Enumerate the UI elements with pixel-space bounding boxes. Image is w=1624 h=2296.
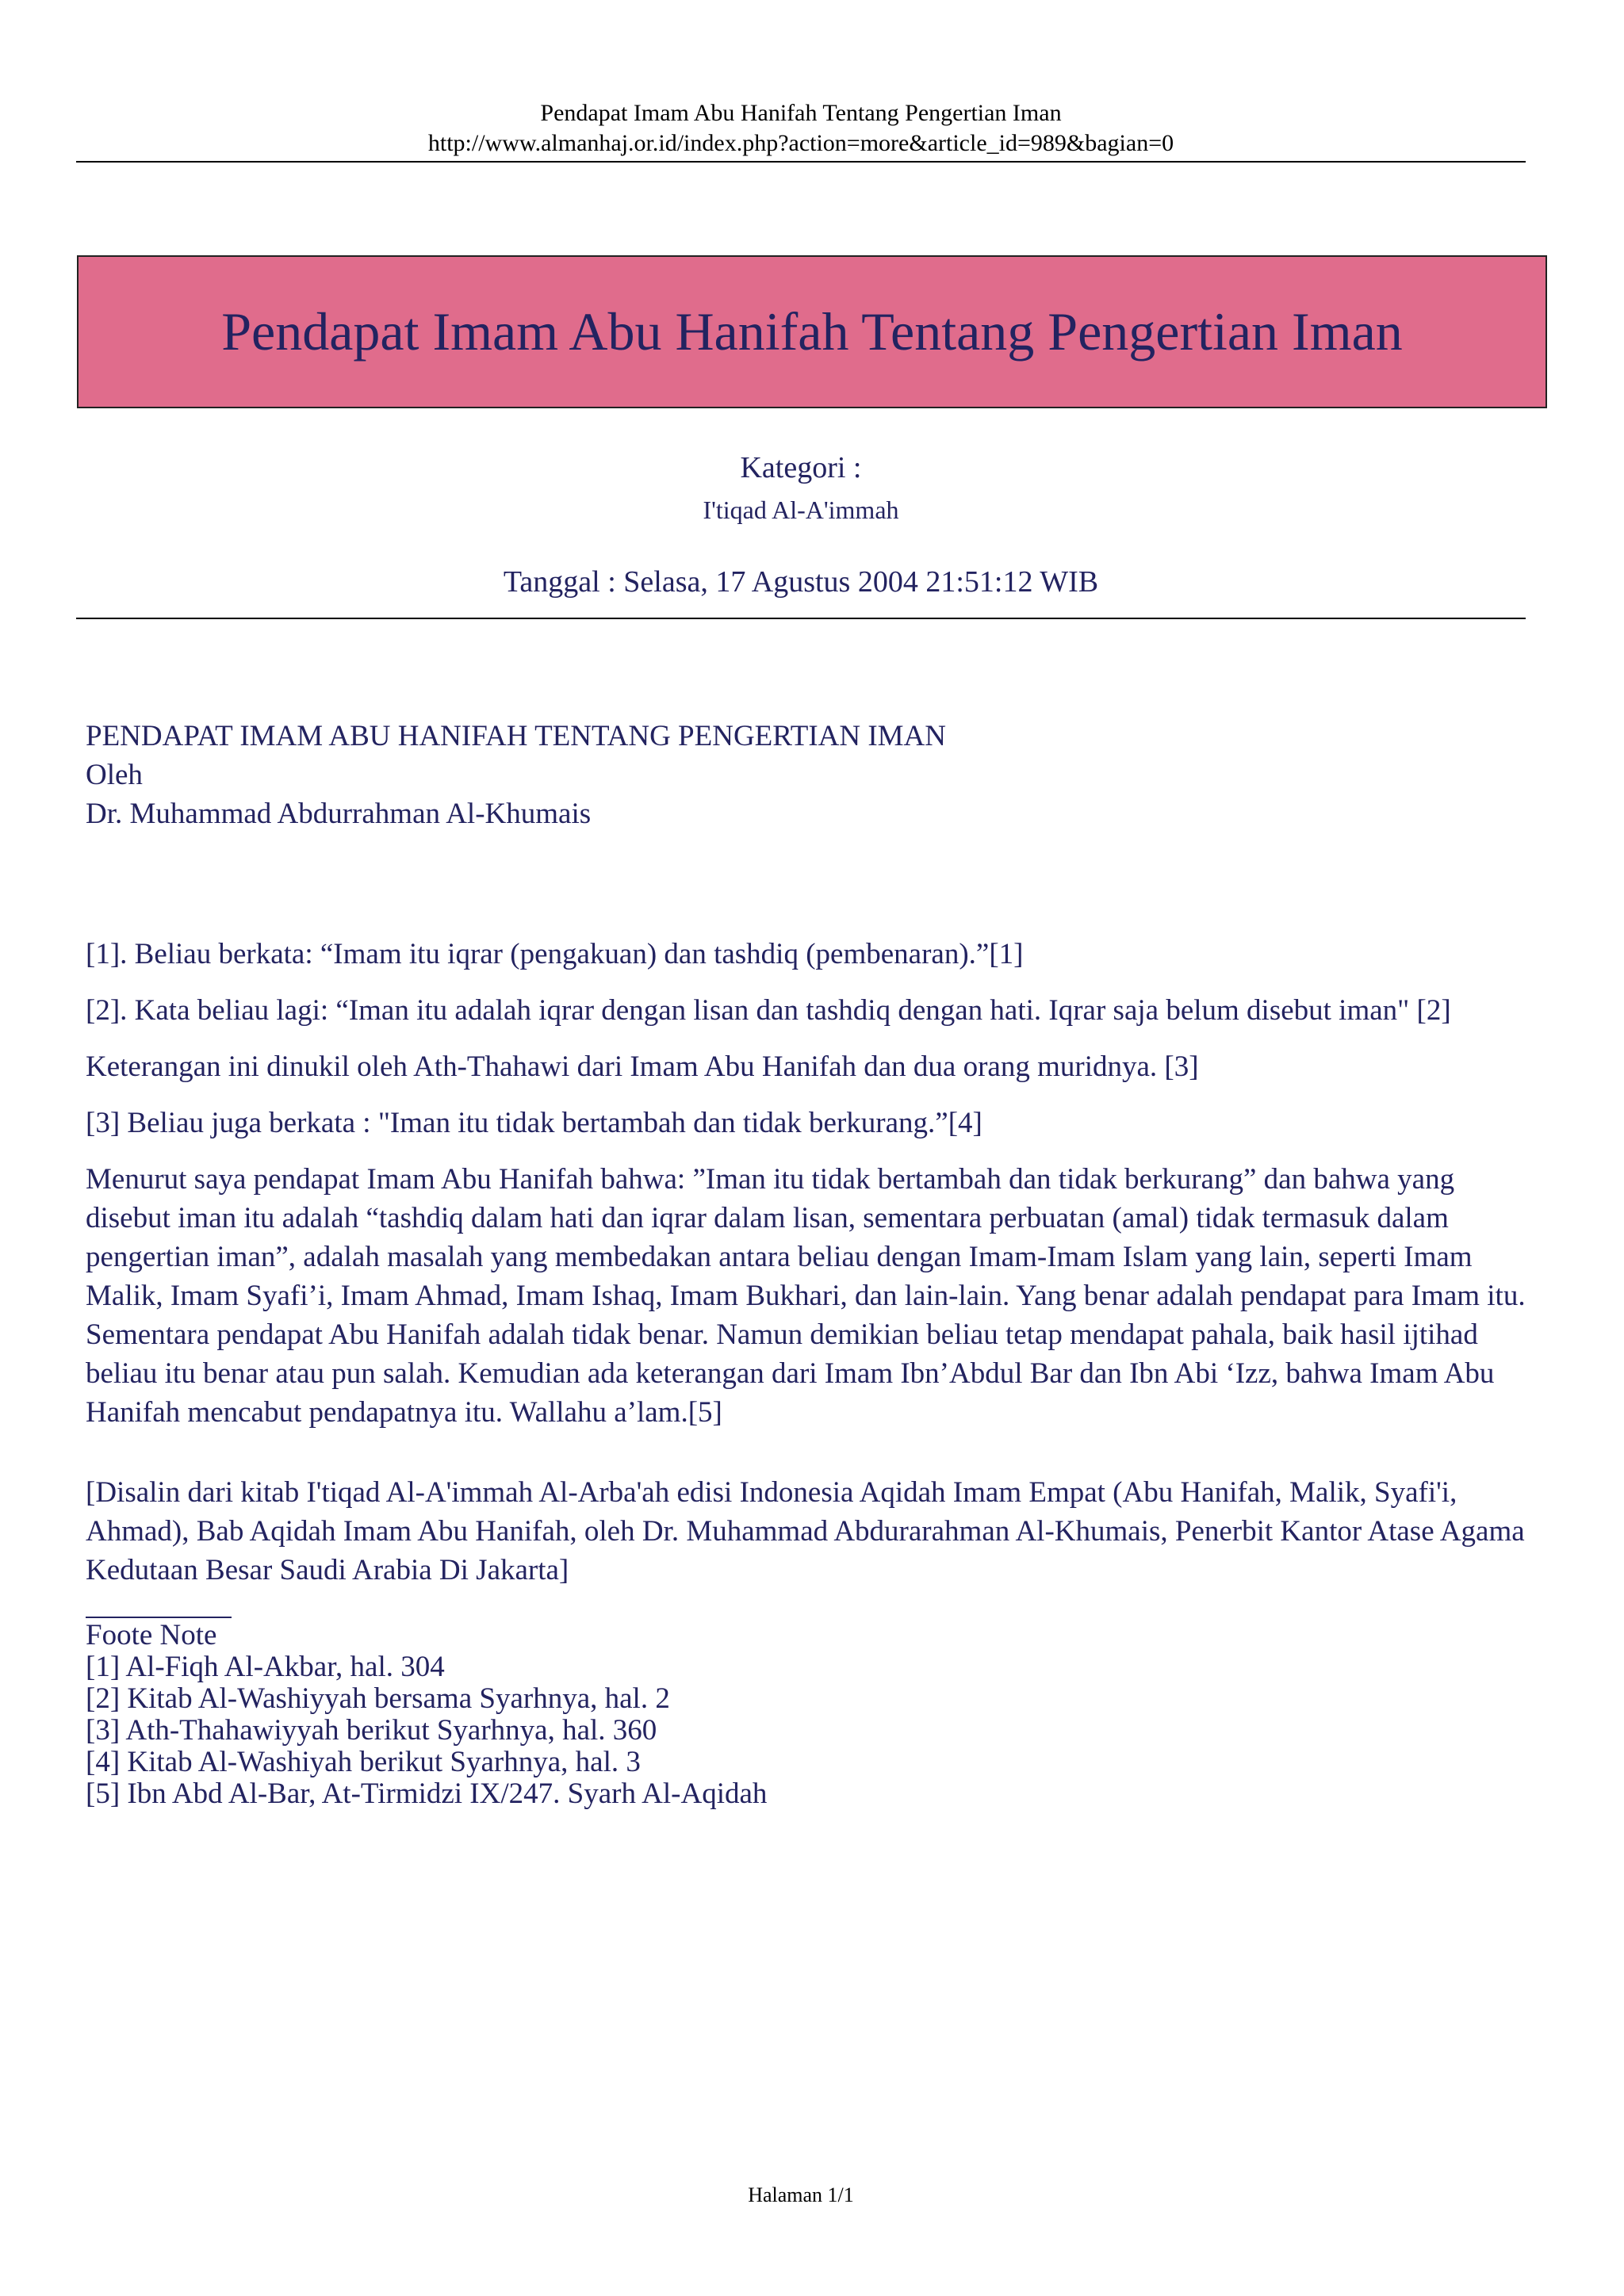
source-note: [Disalin dari kitab I'tiqad Al-A'immah Al-Arba'ah edisi Indonesia Aqidah Imam Empat (Abu Hanifah, Malik, Syafi'i, Ahmad), Bab Aqidah Imam Abu Hanifah, oleh Dr. Muhammad Abdurarahman Al-Khumais, Penerbit Kantor Atase Agama Kedutaan Besar Saudi Arabia Di Jakarta]: [86, 1476, 1525, 1586]
paragraph: Menurut saya pendapat Imam Abu Hanifah bahwa: ”Iman itu tidak bertambah dan tidak berkurang” dan bahwa yang disebut iman itu adalah “tashdiq dalam hati dan iqrar dalam lisan, sementara perbuatan (amal) tidak termasuk dalam pengertian iman”, adalah masalah yang membedakan antara beliau dengan Imam-Imam Islam yang lain, seperti Imam Malik, Imam Syafi’i, Imam Ahmad, Imam Ishaq, Imam Bukhari, dan lain-lain. Yang benar adalah pendapat para Imam itu. Sementara pendapat Abu Hanifah adalah tidak benar. Namun demikian beliau tetap mendapat pahala, baik hasil ijtihad beliau itu benar atau pun salah. Kemudian ada keterangan dari Imam Ibn’Abdul Bar dan Ibn Abi ‘Izz, bahwa Imam Abu Hanifah mencabut pendapatnya itu. Wallahu a’lam.[5]: [86, 1163, 1526, 1429]
footnote-item: [4] Kitab Al-Washiyah berikut Syarhnya, hal. 3: [86, 1746, 641, 1778]
date-line: Tanggal : Selasa, 17 Agustus 2004 21:51:12 WIB: [503, 565, 1099, 599]
article-heading: PENDAPAT IMAM ABU HANIFAH TENTANG PENGERTIAN IMAN: [86, 720, 946, 752]
paragraph: [3] Beliau juga berkata : "Iman itu tidak bertambah dan tidak berkurang.”[4]: [86, 1107, 982, 1139]
footnote-item: [1] Al-Fiqh Al-Akbar, hal. 304: [86, 1651, 445, 1683]
paragraph: [1]. Beliau berkata: “Imam itu iqrar (pengakuan) dan tashdiq (pembenaran).”[1]: [86, 938, 1024, 970]
footnotes: [86, 1617, 1529, 1810]
running-header-url: http://www.almanhaj.or.id/index.php?action=more&article_id=989&bagian=0: [427, 130, 1174, 156]
footnote-divider: [86, 1617, 232, 1618]
running-header-title: Pendapat Imam Abu Hanifah Tentang Pengertian Iman: [540, 100, 1062, 126]
footnotes-label: Foote Note: [86, 1619, 217, 1651]
page-number: Halaman 1/1: [748, 2183, 854, 2206]
footnote-item: [3] Ath-Thahawiyyah berikut Syarhnya, hal. 360: [86, 1714, 657, 1747]
running-header: [76, 98, 1526, 159]
footnote-item: [5] Ibn Abd Al-Bar, At-Tirmidzi IX/247. Syarh Al-Aqidah: [86, 1777, 768, 1810]
kategori-label: Kategori :: [740, 451, 862, 484]
page-title: Pendapat Imam Abu Hanifah Tentang Pengertian Iman: [221, 301, 1403, 362]
byline: [86, 756, 1529, 833]
author-name: Dr. Muhammad Abdurrahman Al-Khumais: [86, 798, 592, 830]
meta-divider: [76, 618, 1526, 619]
kategori-value: I'tiqad Al-A'immah: [703, 496, 899, 524]
header-divider: [76, 161, 1526, 163]
footnote-item: [2] Kitab Al-Washiyyah bersama Syarhnya, hal. 2: [86, 1682, 670, 1715]
title-banner: [77, 255, 1547, 408]
paragraph: [2]. Kata beliau lagi: “Iman itu adalah iqrar dengan lisan dan tashdiq dengan hati. Iqrar saja belum disebut iman" [2]: [86, 994, 1451, 1027]
byline-label: Oleh: [86, 759, 143, 791]
paragraph: Keterangan ini dinukil oleh Ath-Thahawi dari Imam Abu Hanifah dan dua orang muridnya. [3]: [86, 1050, 1199, 1083]
article-body: [86, 717, 1529, 1810]
